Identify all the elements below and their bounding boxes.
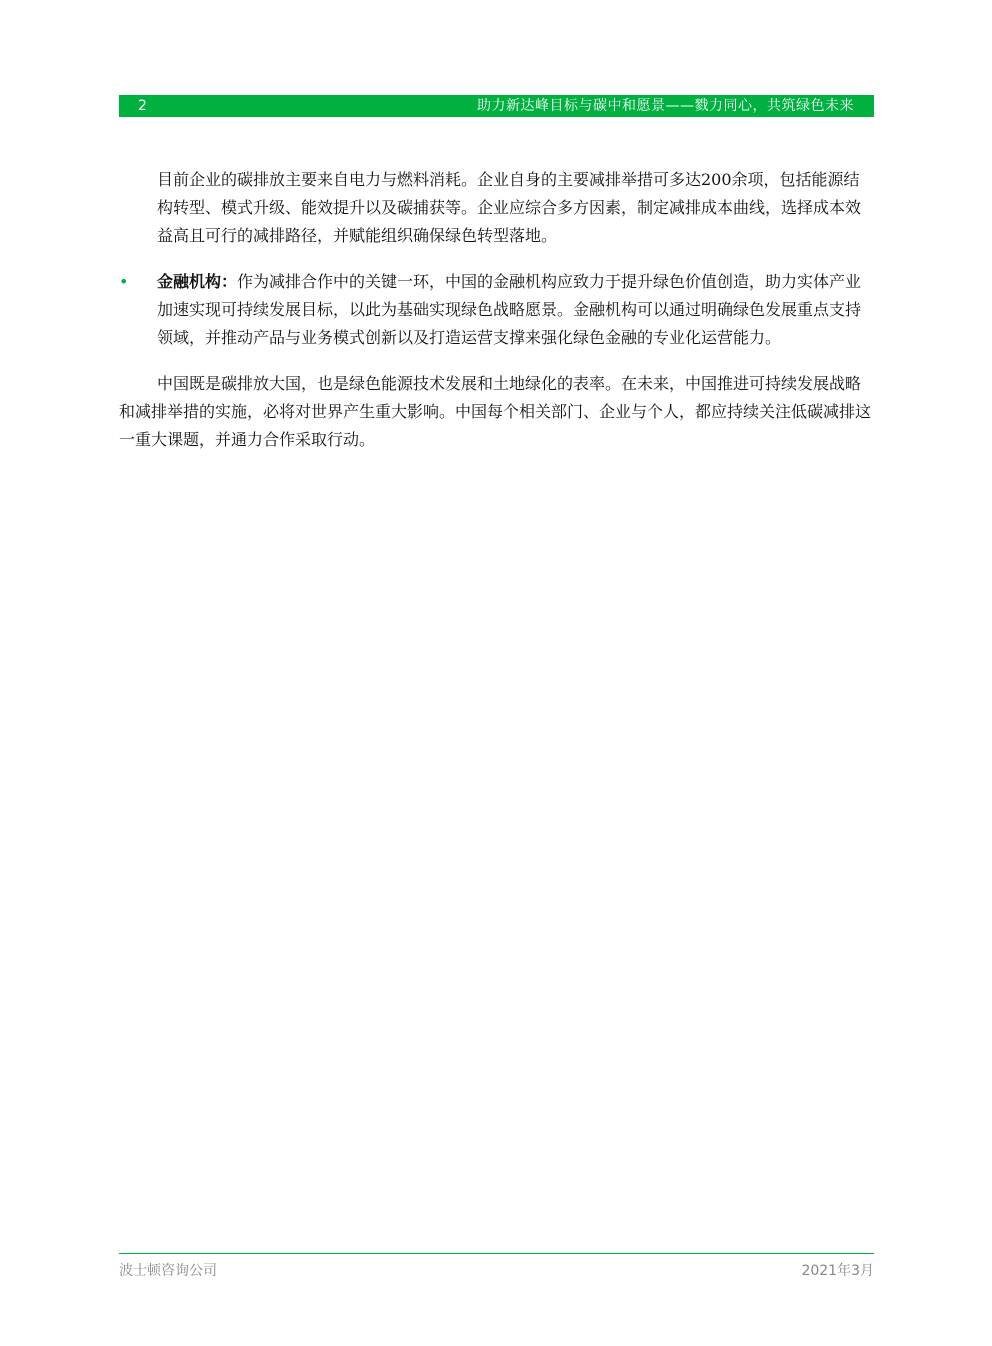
bullet-term: 金融机构： <box>157 272 238 291</box>
bullet-paragraph <box>157 268 874 352</box>
document-body <box>119 166 874 454</box>
list-item-financial-institutions <box>119 268 874 352</box>
footer-divider <box>119 1253 874 1254</box>
paragraph-enterprise: 目前企业的碳排放主要来自电力与燃料消耗。企业自身的主要减排举措可多达200余项，包括能源结构转型、模式升级、能效提升以及碳捕获等。企业应综合多方因素，制定减排成本曲线，选择成本效益高且可行的减排路径，并赋能组织确保绿色转型落地。 <box>157 170 862 245</box>
page-header <box>119 95 874 117</box>
footer-date: 2021年3月 <box>801 1263 874 1279</box>
running-title: 助力新达峰目标与碳中和愿景——戮力同心，共筑绿色未来 <box>477 98 854 114</box>
paragraph-conclusion: 中国既是碳排放大国，也是绿色能源技术发展和土地绿化的表率。在未来，中国推进可持续发展战略和减排举措的实施，必将对世界产生重大影响。中国每个相关部门、企业与个人，都应持续关注低碳减排这一重大课题，并通力合作采取行动。 <box>119 374 872 449</box>
page-number: 2 <box>138 98 147 114</box>
footer-company: 波士顿咨询公司 <box>119 1263 217 1279</box>
bullet-text: 作为减排合作中的关键一环，中国的金融机构应致力于提升绿色价值创造，助力实体产业加速实现可持续发展目标，以此为基础实现绿色战略愿景。金融机构可以通过明确绿色发展重点支持领域，并推动产品与业务模式创新以及打造运营支撑来强化绿色金融的专业化运营能力。 <box>157 272 862 347</box>
bullet-icon: • <box>119 272 129 291</box>
